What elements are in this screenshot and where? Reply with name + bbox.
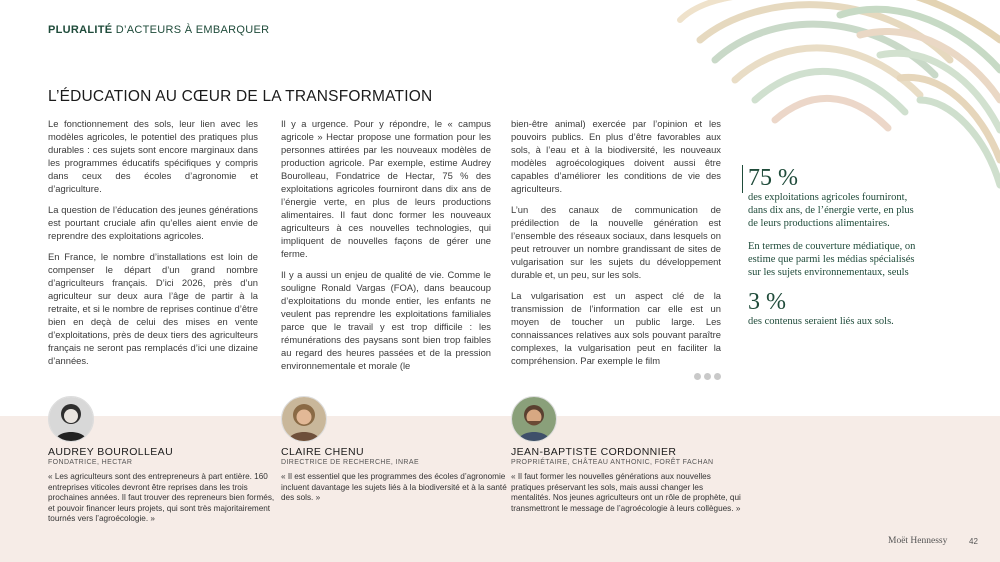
person-name: AUDREY BOUROLLEAU — [48, 446, 174, 458]
section-header — [48, 24, 269, 36]
portrait-icon — [512, 397, 556, 441]
person-quote: « Les agriculteurs sont des entrepreneurs à part entière. 160 entreprises viticoles devront être reprises dans les trois prochaines années. Il faut trouver des repreneurs bien formés, et pouvoir financer leurs projets, qui sont très majoritairement tournés vers l’agroécologie. » — [48, 472, 275, 524]
person-name: CLAIRE CHENU — [281, 446, 364, 458]
paragraph: Le fonctionnement des sols, leur lien avec les modèles agricoles, le potentiel des pratiques plus durables : ces sujets sont encore marginaux dans les programmes éducatifs spécifiques y compris dans ceux des écoles d’agronomie et d’agriculture. — [48, 118, 258, 194]
paragraph: La question de l’éducation des jeunes générations est pourtant cruciale afin qu’elles aient envie de reprendre des exploitations agricoles. — [48, 204, 258, 241]
section-header-rest: D’ACTEURS À EMBARQUER — [115, 24, 270, 36]
person-quote: « Il faut former les nouvelles générations aux nouvelles pratiques préservant les sols, mais aussi changer les mentalités. Nos jeunes agriculteurs ont un rôle de prophète, qui transmettront le message de l’agroécologie à leurs collègues. » — [511, 472, 741, 513]
person-role: DIRECTRICE DE RECHERCHE, INRAE — [281, 459, 420, 466]
stat-text-2: des contenus seraient liés aux sols. — [748, 316, 894, 327]
page-title: L’ÉDUCATION AU CŒUR DE LA TRANSFORMATION — [48, 88, 433, 105]
avatar — [48, 396, 94, 442]
stat-intro-2: En termes de couverture médiatique, on estime que parmi les médias spécialisés sur les sujets environnementaux, seuls — [748, 241, 916, 278]
person-name: JEAN-BAPTISTE CORDONNIER — [511, 446, 677, 458]
stat-text-1: des exploitations agricoles fourniront, dans dix ans, de l’énergie verte, en plus de leurs productions alimentaires. — [748, 192, 914, 229]
person-quote: « Il est essentiel que les programmes des écoles d’agronomie incluent davantage les sujets liés à la biodiversité et à la santé des sols. » — [281, 472, 507, 503]
paragraph: L’un des canaux de communication de prédilection de la nouvelle génération est l’ensemble des réseaux sociaux, dans lesquels on peut retrouver un nombre grandissant de sites de vulgarisation sur les sujets du développement durable et, un peu, sur les sols. — [511, 204, 721, 280]
testimonial-claire — [281, 396, 511, 504]
paragraph: Il y a aussi un enjeu de qualité de vie. Comme le souligne Ronald Vargas (FOA), dans beaucoup d’exploitations du monde entier, les enfants ne veulent pas reprendre les exploitations familiales parce que le travail y est trop difficile : les rémunérations des paysans sont bien trop faibles au regard des heures passées et de la pression environnementale et morale (le — [281, 269, 491, 371]
paragraph: En France, le nombre d’installations est loin de compenser le départ d’un grand nombre d’agriculteurs français. D’ici 2026, près d’un agriculteur sur deux aura l’âge de partir à la retraite, et si le nombre de reprises continue d’être bien en deçà de celui des mises en vente d’exploitations, près de deux tiers des agriculteurs français ne seront pas remplacés d’ici une dizaine d’années. — [48, 251, 258, 366]
dot — [714, 373, 721, 380]
testimonial-jean-baptiste — [511, 396, 741, 514]
portrait-icon — [49, 397, 93, 441]
avatar — [281, 396, 327, 442]
stat-value-2: 3 % — [748, 289, 786, 315]
paragraph: Il y a urgence. Pour y répondre, le « campus agricole » Hectar propose une formation pour les personnes attirées par les nouveaux modèles de production agricole. Par exemple, estime Audrey Bourolleau, Fondatrice de Hectar, 75 % des exploitations agricoles fourniront dans dix ans de l’énergie verte, en plus de leurs productions alimentaires. Il faut donc former les nouveaux agriculteurs à ces nouvelles technologies, qui impliquent de nouvelles façons de gérer une ferme. — [281, 118, 491, 259]
text-column-2 — [281, 117, 491, 380]
stat-divider — [742, 165, 743, 193]
dot — [704, 373, 711, 380]
key-figures — [748, 165, 918, 338]
text-column-3 — [511, 117, 721, 375]
paragraph: bien-être animal) exercée par l’opinion et les pouvoirs publics. En plus d’être favorables aux sols, à l’eau et à la biodiversité, les nouveaux modèles agroécologiques doivent aussi être capables d’améliorer les conditions de vie des agriculteurs. — [511, 118, 721, 194]
paragraph: La vulgarisation est un aspect clé de la transmission de l’information car elle est un moyen de toucher un public large. Les connaissances relatives aux sols pouvant paraître complexes, la vulgarisation peut en faciliter la compréhension. Par exemple le film — [511, 290, 721, 366]
portrait-icon — [282, 397, 326, 441]
stat-value-1: 75 % — [748, 165, 798, 191]
testimonial-audrey — [48, 396, 278, 525]
brand-logo: Moët Hennessy — [888, 536, 948, 546]
pagination-dots — [694, 373, 721, 380]
person-role: FONDATRICE, HECTAR — [48, 459, 133, 466]
page-number: 42 — [969, 537, 978, 546]
dot — [694, 373, 701, 380]
section-header-strong: PLURALITÉ — [48, 24, 113, 36]
text-column-1 — [48, 117, 258, 375]
avatar — [511, 396, 557, 442]
person-role: PROPRIÉTAIRE, CHÂTEAU ANTHONIC, FORÊT FACHAN — [511, 459, 714, 466]
